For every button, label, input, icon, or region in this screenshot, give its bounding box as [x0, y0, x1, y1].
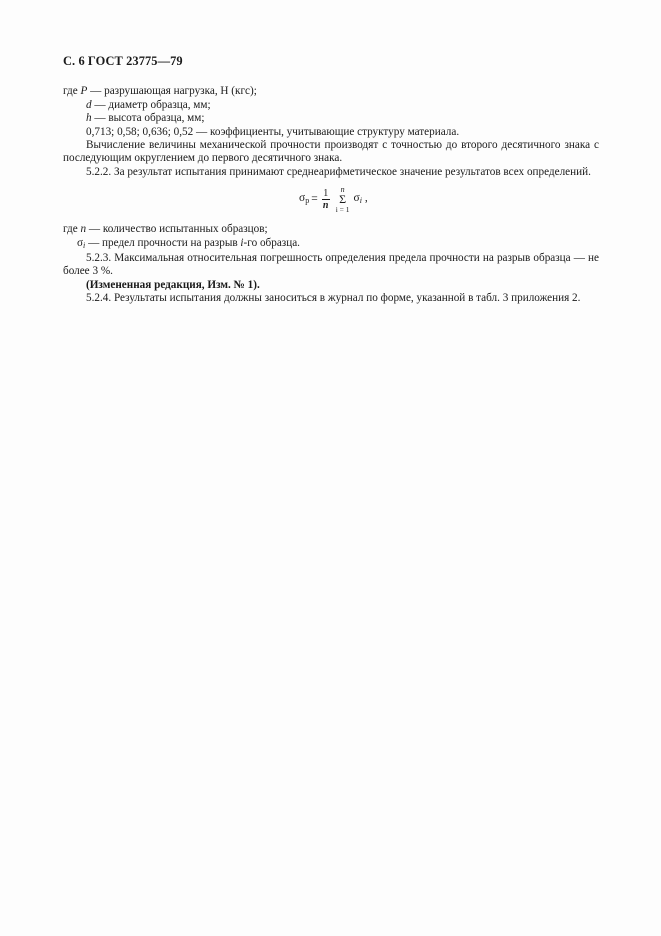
definition-sigma-i: $\sigma_i$ — предел прочности на разрыв i-го образца.: [77, 236, 300, 250]
page-header: С. 6 ГОСТ 23775—79: [63, 54, 183, 68]
paragraph-5-2-2: 5.2.2. За результат испытания принимают среднеарифметическое значение результатов всех определений.: [86, 165, 591, 178]
definition-text-h: — высота образца, мм;: [91, 112, 205, 125]
formula-mean-strength: [63, 181, 599, 221]
paragraph-5-2-3: 5.2.3. Максимальная относительная погрешность определения предела прочности на разрыв образца — не более 3 %.: [63, 252, 599, 278]
symbol-sigma-i: $\sigma_i$: [77, 236, 86, 250]
symbol-h: h: [86, 112, 92, 125]
definition-d: [63, 99, 599, 112]
definition-intro: где: [63, 85, 78, 98]
definition-h: [63, 112, 599, 125]
formula-equals: =: [311, 193, 318, 206]
formula-fraction: $\frac{1}{n}$: [322, 188, 329, 212]
paragraph-5-2-4: 5.2.4. Результаты испытания должны заноситься в журнал по форме, указанной в табл. 3 приложения 2.: [86, 292, 581, 305]
document-page: [63, 55, 599, 306]
definition-text-n: — количество испытанных образцов;: [86, 223, 268, 236]
definition-text-P: — разрушающая нагрузка, Н (кгс);: [87, 85, 257, 98]
paragraph-calc-precision: Вычисление величины механической прочности производят с точностью до второго десятичного знака с последующим округлением до первого десятичного знака.: [63, 139, 599, 165]
definition-text-d: — диаметр образца, мм;: [91, 98, 211, 111]
definition-coefficients: [63, 126, 599, 139]
symbol-n: n: [80, 223, 87, 236]
formula-term: $\sigma_i$ ,: [353, 192, 368, 206]
definition-n: где n — количество испытанных образцов;: [63, 223, 268, 236]
definition-P: [63, 85, 599, 98]
formula-lhs: $\sigma_р$: [299, 192, 310, 206]
amendment-note: (Измененная редакция, Изм. № 1).: [86, 278, 260, 291]
formula-sum: n Σ i = 1: [335, 185, 350, 215]
symbol-P: P: [80, 85, 88, 98]
definition-text-coefficients: 0,713; 0,58; 0,636; 0,52 — коэффициенты, учитывающие структуру материала.: [86, 125, 460, 138]
symbol-d: d: [86, 98, 92, 111]
